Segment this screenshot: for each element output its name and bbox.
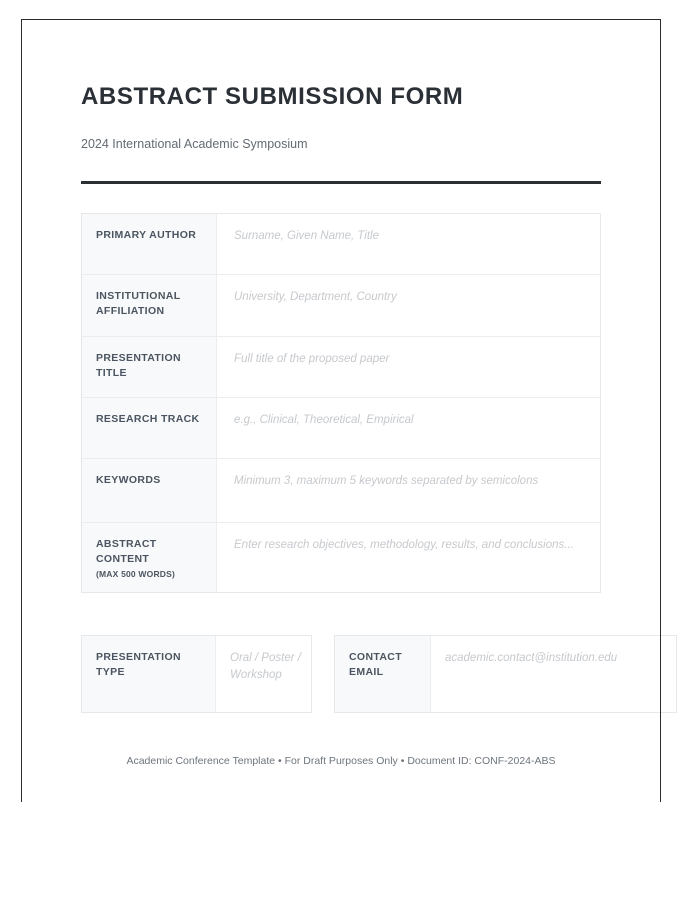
bottom-field-group: [81, 635, 681, 713]
field-label-contact-email: [335, 636, 431, 712]
field-label-text: CONTACT EMAIL: [349, 651, 402, 678]
field-input-presentation-type[interactable]: Oral / Poster / Workshop: [230, 652, 301, 681]
field-label-presentation-title: [82, 337, 217, 397]
field-label-text: PRIMARY AUTHOR: [96, 229, 197, 241]
field-label-text: PRESENTATION TITLE: [96, 352, 181, 379]
presentation-type-field: [81, 635, 312, 713]
field-input-primary-author[interactable]: Surname, Given Name, Title: [234, 230, 379, 242]
field-label-institutional-affiliation: [82, 275, 217, 336]
abstract-field-table: [81, 213, 601, 593]
field-label-primary-author: [82, 214, 217, 274]
table-row: [82, 398, 600, 459]
table-row: [82, 275, 600, 337]
field-label-text: RESEARCH TRACK: [96, 413, 200, 425]
page-title: ABSTRACT SUBMISSION FORM: [81, 83, 464, 110]
field-input-abstract-content[interactable]: Enter research objectives, methodology, results, and conclusions...: [234, 539, 574, 551]
field-label-abstract-content: [82, 523, 217, 592]
page-subtitle: 2024 International Academic Symposium: [81, 137, 308, 151]
field-input-presentation-title[interactable]: Full title of the proposed paper: [234, 353, 390, 365]
document-footer: Academic Conference Template • For Draft Purposes Only • Document ID: CONF-2024-ABS: [126, 755, 556, 767]
table-row: [82, 214, 600, 275]
field-input-keywords[interactable]: Minimum 3, maximum 5 keywords separated by semicolons: [234, 475, 539, 487]
field-label-keywords: [82, 459, 217, 522]
field-input-contact-email[interactable]: academic.contact@institution.edu: [445, 652, 618, 664]
table-row: [82, 459, 600, 523]
field-label-sublabel: (MAX 500 WORDS): [96, 568, 176, 579]
field-label-research-track: [82, 398, 217, 458]
field-label-text: KEYWORDS: [96, 474, 161, 486]
field-label-text: PRESENTATION TYPE: [96, 651, 181, 678]
field-label-presentation-type: [82, 636, 216, 712]
table-row: [82, 523, 600, 592]
contact-email-field: [334, 635, 677, 713]
field-label-text: INSTITUTIONAL AFFILIATION: [96, 290, 181, 317]
header-divider: [81, 181, 601, 184]
field-label-text: ABSTRACT CONTENT: [96, 538, 157, 565]
table-row: [82, 337, 600, 398]
field-input-institutional-affiliation[interactable]: University, Department, Country: [234, 291, 397, 303]
field-input-research-track[interactable]: e.g., Clinical, Theoretical, Empirical: [234, 414, 414, 426]
